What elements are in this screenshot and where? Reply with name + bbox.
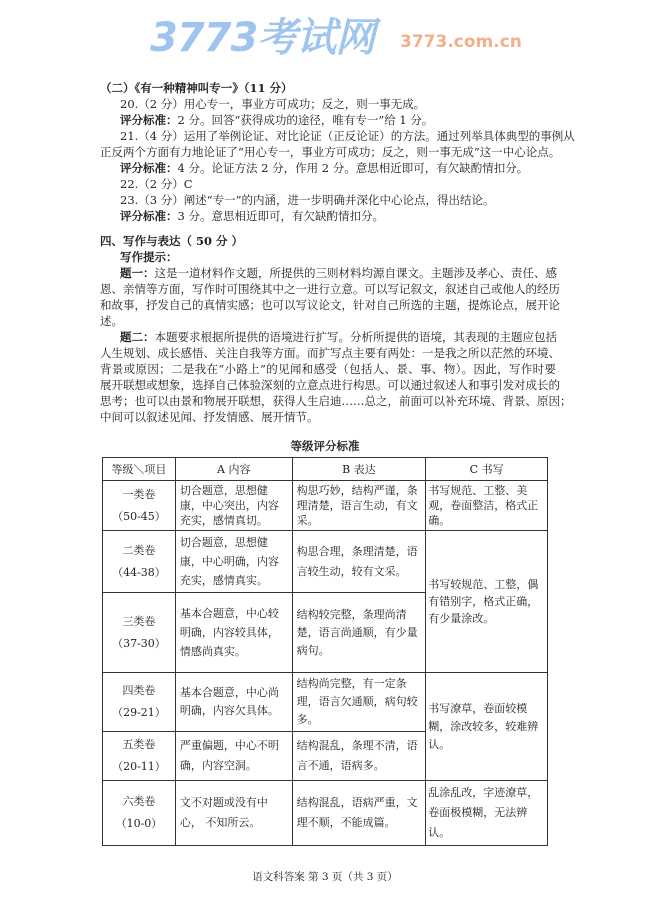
writing-cell: 书写潦草，卷面较模糊，涂改较多，较难辨认。: [426, 673, 548, 781]
scoring-text: 2 分。回答“获得成功的途径，唯有专一”给 1 分。: [177, 113, 434, 127]
grading-table: [102, 457, 548, 846]
header-writing: C 书写: [426, 458, 548, 481]
writing-cell: 书写较规范、工整，偶有错别字，格式正确，有少量涂改。: [426, 531, 548, 673]
grade-cell: 四类卷 （29-21）: [103, 673, 176, 732]
scoring-text: 4 分。论证方法 2 分，作用 2 分。意思相近即可，有欠缺酌情扣分。: [177, 161, 529, 175]
topic2-line4: 展开联想或想象，选择自己体验深刻的立意点进行构思。可以通过叙述人和事引发对成长的: [100, 378, 560, 392]
content-cell: 文不对题或没有中心， 不知所云。: [175, 781, 292, 846]
topic2-line1: [120, 329, 556, 345]
topic1-label: 题一：: [120, 266, 155, 280]
header-expression: B 表达: [292, 458, 426, 481]
header-grade: 等级＼项目: [103, 458, 176, 481]
answer-21-line1: 21.（4 分）运用了举例论证、对比论证（正反论证）的方法。通过列举具体典型的事例从: [120, 129, 575, 143]
topic1-line1: [120, 265, 556, 281]
page-footer: 语文科答案 第 3 页（共 3 页）: [252, 871, 398, 883]
content-cell: 基本合题意，中心较明确，内容较具体，情感尚真实。: [175, 593, 292, 673]
expression-cell: 结构混乱，条理不清，语言不通，语病多。: [292, 732, 426, 781]
answer-23: 23.（3 分）阐述“专一”的内涵，进一步明确并深化中心论点，得出结论。: [120, 193, 495, 207]
answer-22: 22.（2 分）C: [120, 177, 193, 191]
table-header-row: [103, 458, 548, 481]
scoring-label: 评分标准：: [120, 161, 178, 175]
content-cell: 切合题意，思想健康，中心突出，内容充实，感情真切。: [175, 481, 292, 531]
grade-cell: 一类卷 （50-45）: [103, 481, 176, 531]
content-cell: 严重偏题，中心不明确，内容空洞。: [175, 732, 292, 781]
table-section: [0, 438, 650, 884]
writing-cell: 书写规范、工整、美观，卷面整洁，格式正确。: [426, 481, 548, 531]
answer-21-line2: 正反两个方面有力地论证了“用心专一，事业方可成功；反之，则一事无成”这一中心论点。: [100, 145, 561, 159]
scoring-text: 3 分。意思相近即可，有欠缺酌情扣分。: [177, 209, 384, 223]
topic2-label: 题二：: [120, 330, 155, 344]
topic1-line3: 和故事，抒发自己的真情实感；也可以写议论文，针对自己所选的主题，提炼论点，展开论: [100, 298, 560, 312]
writing-tips-label: 写作提示：: [120, 250, 178, 264]
grade-cell: 二类卷 （44-38）: [103, 531, 176, 593]
content-cell: 基本合题意，中心尚明确，内容欠具体。: [175, 673, 292, 732]
answer-20: 20.（2 分）用心专一，事业方可成功；反之，则一事无成。: [120, 97, 426, 111]
expression-cell: 构思巧妙，结构严谨，条理清楚，语言生动，有文采。: [292, 481, 426, 531]
scoring-21: [120, 160, 556, 176]
watermark-logo: 3773考试网: [150, 15, 375, 61]
grade-cell: 三类卷 （37-30）: [103, 593, 176, 673]
table-row: [103, 673, 548, 732]
scoring-label: 评分标准：: [120, 209, 178, 223]
scoring-label: 评分标准：: [120, 113, 178, 127]
section2-heading: （二）《有一种精神叫专一》（11 分）: [100, 81, 293, 95]
topic1-line2: 恩、亲情等方面，写作时可围绕其中之一进行立意。可以写记叙文，叙述自己或他人的经历: [100, 282, 560, 296]
table-row: [103, 481, 548, 531]
topic2-line5: 思考；也可以由景和物展开联想，获得人生启迪……总之，前面可以补充环境、背景、原因；: [100, 394, 572, 408]
scoring-23: [120, 208, 556, 224]
section4-heading: 四、写作与表达（ 50 分 ）: [100, 234, 244, 248]
grade-cell: 五类卷 （20-11）: [103, 732, 176, 781]
scoring-20: [120, 112, 556, 128]
writing-cell: 乱涂乱改，字迹潦草，卷面极模糊，无法辨认。: [426, 781, 548, 846]
table-row: [103, 531, 548, 593]
topic2-line3: 背景或原因；二是我在“小路上”的见闻和感受（包括人、景、事、物）。因此，写作时要: [100, 362, 556, 376]
expression-cell: 结构混乱，语病严重，文理不顺，不能成篇。: [292, 781, 426, 846]
grade-cell: 六类卷 （10-0）: [103, 781, 176, 846]
topic1-text: 这是一道材料作文题，所提供的三则材料均源自课文。主题涉及孝心、责任、感: [154, 266, 557, 280]
header-content: A 内容: [175, 458, 292, 481]
content-cell: 切合题意，思想健康，中心明确，内容充实，感情真实。: [175, 531, 292, 593]
expression-cell: 构思合理，条理清楚，语言较生动，较有文采。: [292, 531, 426, 593]
watermark-url: 3773.com.cn: [400, 32, 522, 52]
expression-cell: 结构较完整，条理尚清楚，语言尚通顺，有少量病句。: [292, 593, 426, 673]
topic2-line2: 人生规划、成长感悟、关注自我等方面。而扩写点主要有两处：一是我之所以茫然的环境、: [100, 346, 560, 360]
table-title: 等级评分标准: [290, 439, 360, 453]
topic2-text: 本题要求根据所提供的语境进行扩写。分析所提供的语境，其表现的主题应包括: [154, 330, 557, 344]
expression-cell: 结构尚完整，有一定条理，语言欠通顺，病句较多。: [292, 673, 426, 732]
topic2-line6: 中间可以叙述见闻、抒发情感、展开情节。: [100, 410, 319, 424]
topic1-line4: 述。: [100, 314, 123, 328]
table-row: [103, 781, 548, 846]
